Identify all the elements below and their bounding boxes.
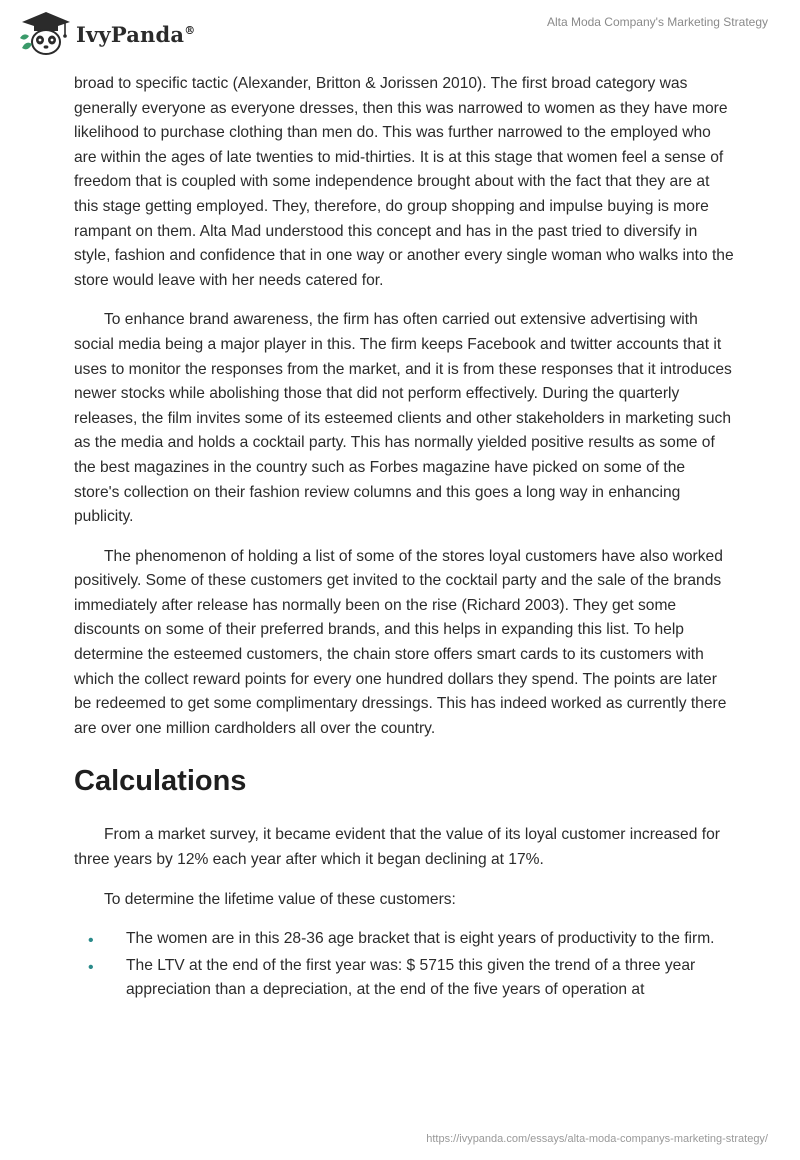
document-title: Alta Moda Company's Marketing Strategy — [546, 15, 768, 29]
section-heading-calculations: Calculations — [74, 765, 247, 798]
bullet-icon: • — [88, 958, 94, 976]
paragraph-3: The phenomenon of holding a list of some of the stores loyal customers have also worked positively. Some of these customers get invited to the cocktail party and the sale of the brands immediately after release has normally been on the rise (Richard 2003). They get some discounts on some of their preferred brands, and this helps in expanding this list. To help determine the esteemed customers, the chain store offers smart cards to its customers with which the collect reward points for every one hundred dollars they spend. The points are later be redeemed to get some complimentary dressings. This has indeed worked as currently there are over one million cardholders all over the country. — [74, 547, 727, 737]
list-item-text: The women are in this 28-36 age bracket that is eight years of productivity to the firm. — [126, 930, 715, 948]
essay-body — [74, 72, 734, 1005]
paragraph-5: To determine the lifetime value of these customers: — [104, 890, 456, 908]
paragraph-1: broad to specific tactic (Alexander, Britton & Jorissen 2010). The first broad category was generally everyone as everyone dresses, then this was narrowed to women as they have more likelihood to purchase clothing than men do. This was further narrowed to the employed who are within the ages of late twenties to mid-thirties. It is at this stage that women feel a sense of freedom that is coupled with some independence brought about with the fact that they are at this stage getting employed. They, therefore, do group shopping and impulse buying is more rampant on them. Alta Mad understood this concept and has in the past tried to diversify in style, fashion and confidence that in one way or another every single woman who walks into the store would leave with her needs catered for. — [74, 75, 734, 289]
brand-name: IvyPanda® — [76, 21, 196, 47]
list-item — [74, 954, 734, 1003]
page-header — [0, 0, 800, 70]
list-item-text: The LTV at the end of the first year was: $ 5715 this given the trend of a three year appreciation than a depreciation, at the end of the five years of operation at — [126, 956, 696, 999]
bullet-icon: • — [88, 932, 94, 950]
list-item — [74, 927, 734, 952]
bullet-list — [74, 927, 734, 1003]
panda-graduate-icon — [16, 8, 72, 60]
paragraph-2: To enhance brand awareness, the firm has often carried out extensive advertising with social media being a major player in this. The firm keeps Facebook and twitter accounts that it uses to monitor the responses from the market, and it is from these responses that it introduces newer stocks while abolishing those that did not perform effectively. During the quarterly releases, the film invites some of its esteemed clients and other stakeholders in marketing such as the media and holds a cocktail party. This has normally yielded positive results as some of the best magazines in the country such as Forbes magazine have picked on some of the store's collection on their fashion review columns and this goes a long way in enhancing publicity. — [74, 311, 732, 526]
ivypanda-logo[interactable] — [16, 8, 195, 60]
source-url[interactable]: https://ivypanda.com/essays/alta-moda-companys-marketing-strategy/ — [426, 1133, 768, 1145]
paragraph-4: From a market survey, it became evident that the value of its loyal customer increased for three years by 12% each year after which it began declining at 17%. — [74, 826, 720, 869]
